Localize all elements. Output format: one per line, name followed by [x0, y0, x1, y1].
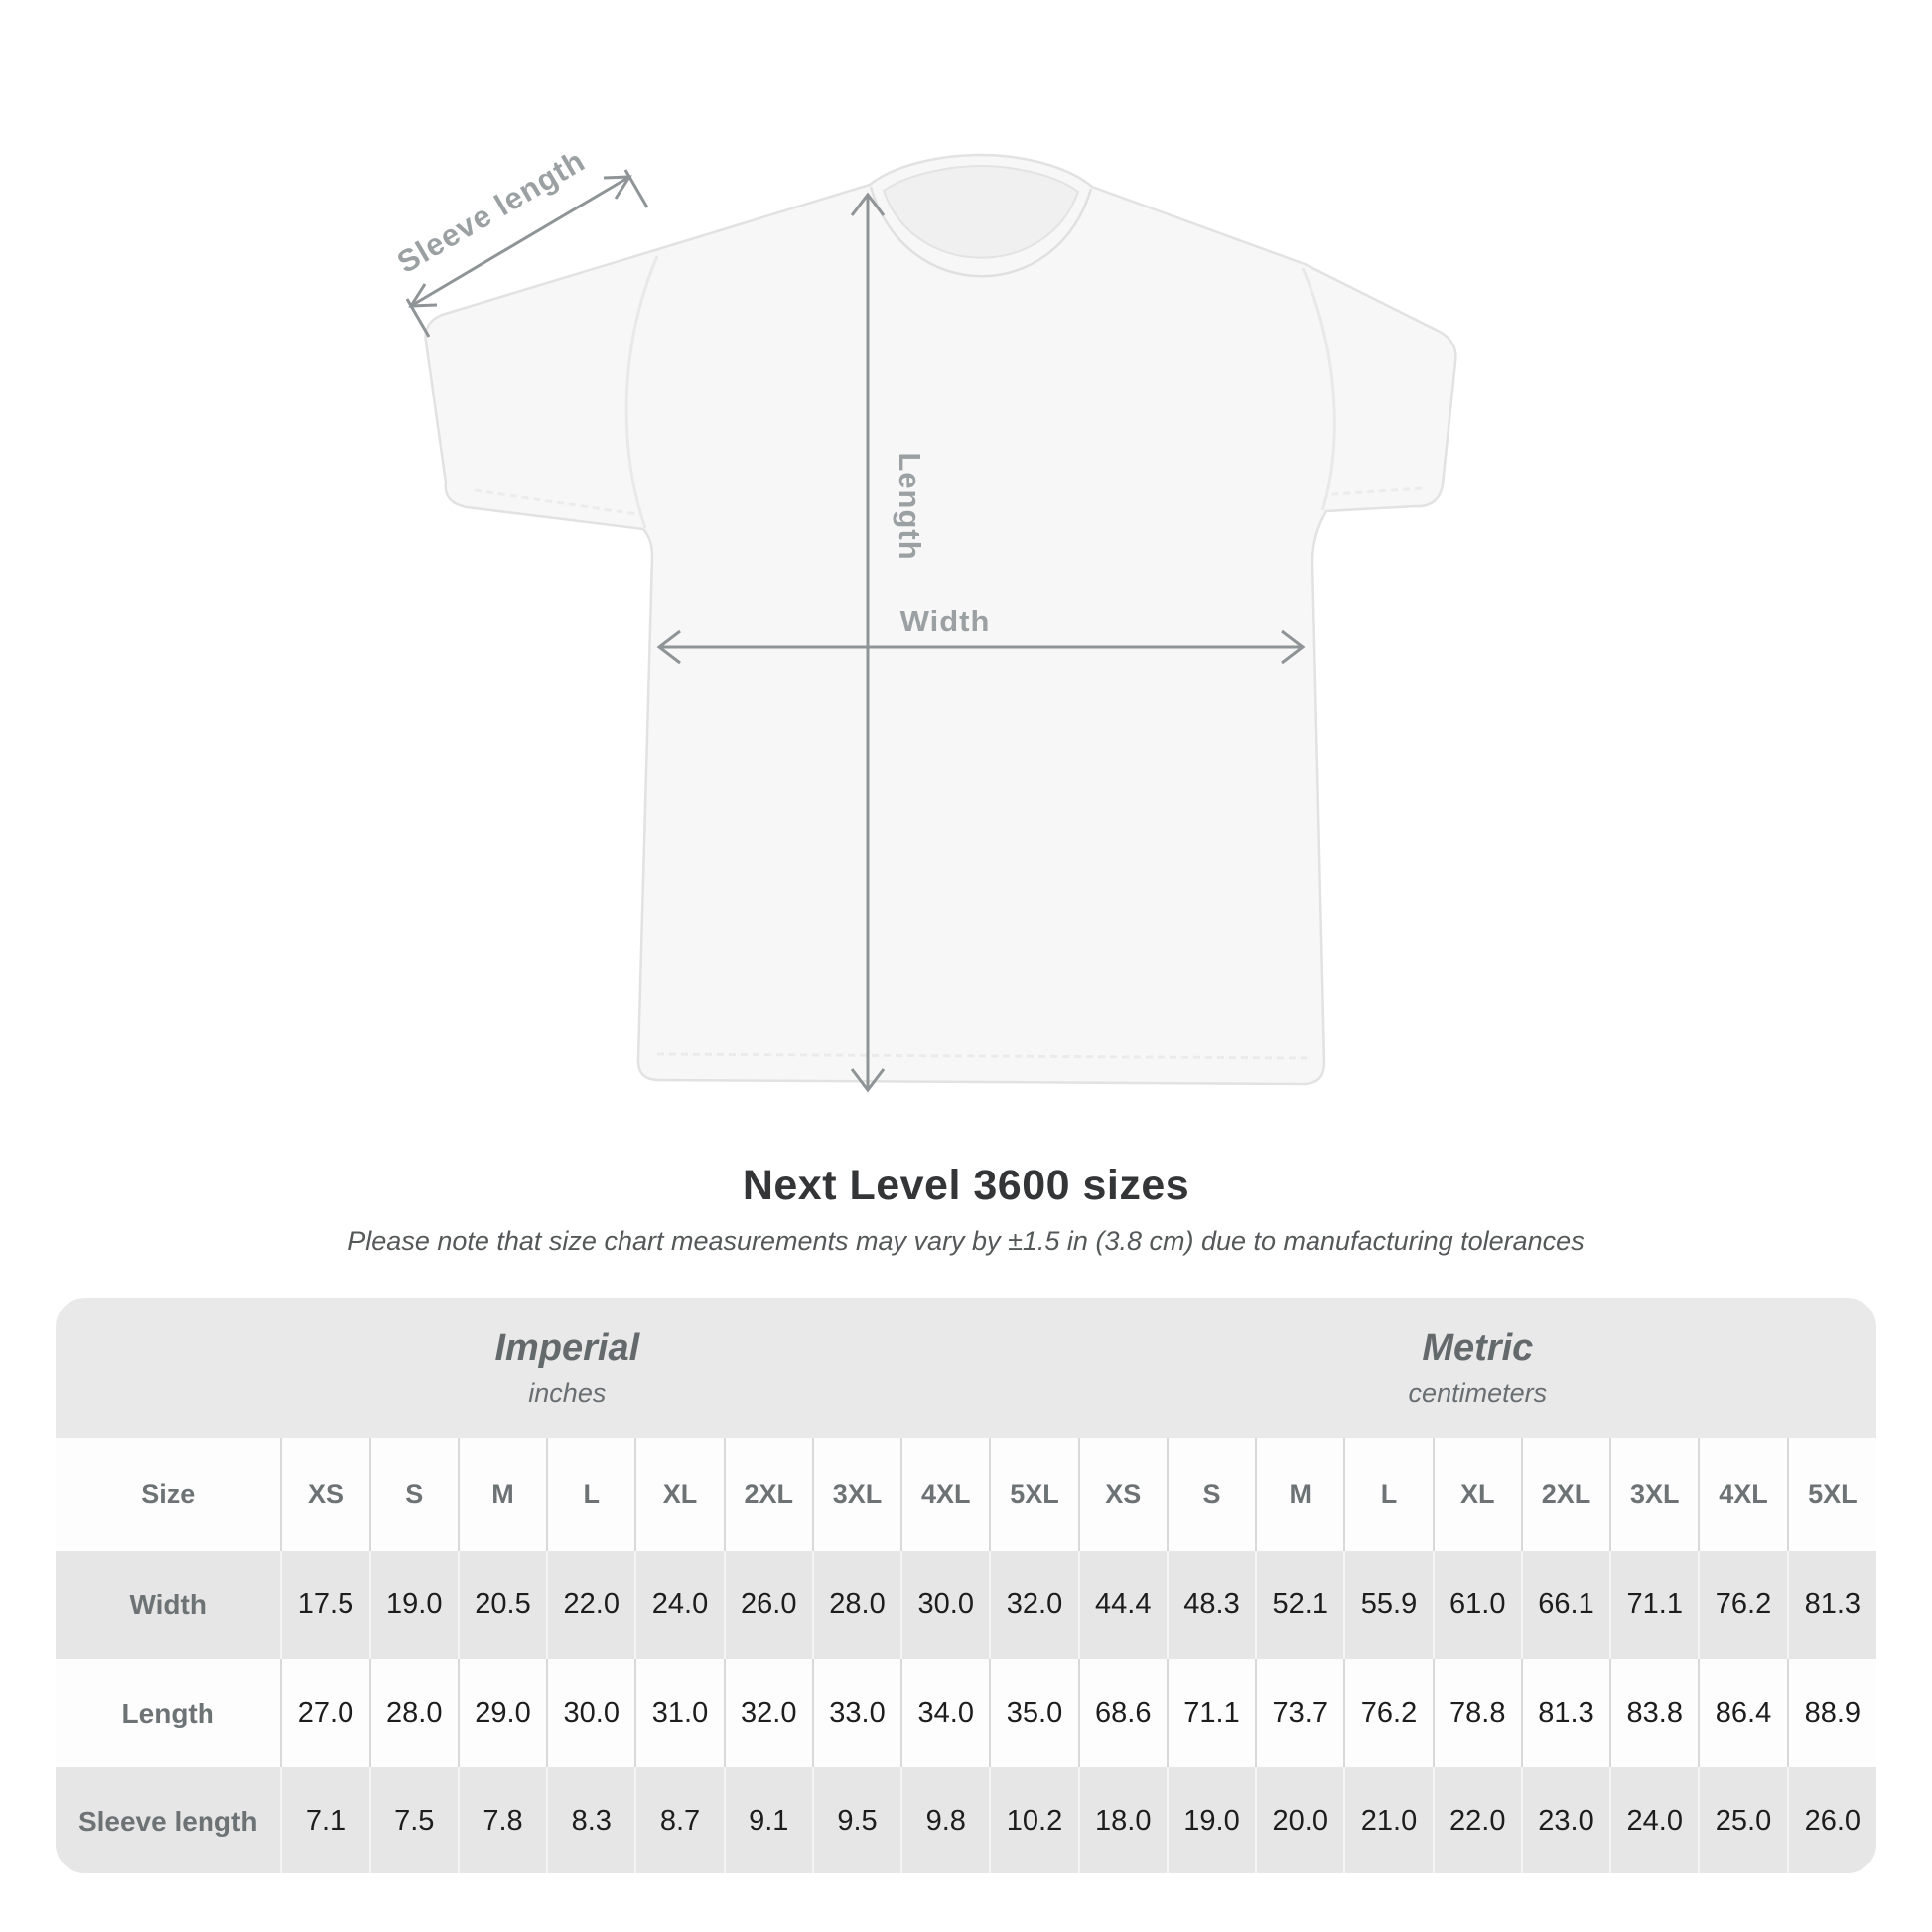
size-header-cell: M: [1256, 1438, 1344, 1551]
row-label-length: Length: [121, 1697, 214, 1728]
sleeve-length-label: Sleeve length: [391, 142, 592, 281]
measurement-cell: 28.0: [813, 1551, 901, 1659]
length-label: Length: [893, 452, 927, 561]
measurement-cell: 29.0: [459, 1659, 547, 1767]
size-header-cell: 3XL: [1610, 1438, 1699, 1551]
measurement-cell: 83.8: [1610, 1659, 1699, 1767]
measurement-cell: 26.0: [1788, 1767, 1876, 1873]
measurement-cell: 8.7: [635, 1767, 724, 1873]
imperial-label: Imperial: [494, 1326, 640, 1369]
measurement-cell: 31.0: [635, 1659, 724, 1767]
measurement-cell: 76.2: [1699, 1551, 1787, 1659]
measurement-cell: 24.0: [635, 1551, 724, 1659]
size-column-header: Size: [141, 1478, 196, 1509]
measurement-cell: 55.9: [1344, 1551, 1433, 1659]
measurement-cell: 7.5: [370, 1767, 459, 1873]
row-label-width: Width: [129, 1588, 207, 1620]
size-table-panel: [56, 1298, 1876, 1873]
measurement-cell: 78.8: [1434, 1659, 1522, 1767]
measurement-cell: 88.9: [1788, 1659, 1876, 1767]
measurement-cell: 10.2: [990, 1767, 1078, 1873]
size-header-cell: 5XL: [990, 1438, 1078, 1551]
measurement-cell: 35.0: [990, 1659, 1078, 1767]
measurement-cell: 71.1: [1168, 1659, 1256, 1767]
size-header-cell: S: [1168, 1438, 1256, 1551]
measurement-cell: 76.2: [1344, 1659, 1433, 1767]
measurement-cell: 7.8: [459, 1767, 547, 1873]
measurement-cell: 61.0: [1434, 1551, 1522, 1659]
size-header-cell: XS: [281, 1438, 369, 1551]
tolerance-note: Please note that size chart measurements may vary by ±1.5 in (3.8 cm) due to manufacturing tolerances: [347, 1226, 1585, 1256]
size-header-cell: 2XL: [1522, 1438, 1610, 1551]
size-header-cell: 5XL: [1788, 1438, 1876, 1551]
size-header-cell: 2XL: [725, 1438, 813, 1551]
unit-header-row: [56, 1298, 1876, 1438]
imperial-unit-label: inches: [528, 1377, 607, 1408]
measurement-cell: 25.0: [1699, 1767, 1787, 1873]
measurement-cell: 33.0: [813, 1659, 901, 1767]
measurement-cell: 17.5: [281, 1551, 369, 1659]
measurement-cell: 86.4: [1699, 1659, 1787, 1767]
length-row: [56, 1659, 1876, 1767]
measurement-cell: 66.1: [1522, 1551, 1610, 1659]
title-block: [0, 1162, 1932, 1257]
measurement-cell: 30.0: [547, 1659, 635, 1767]
size-header-row: [56, 1438, 1876, 1551]
measurement-cell: 8.3: [547, 1767, 635, 1873]
measurement-cell: 9.1: [725, 1767, 813, 1873]
measurement-cell: 48.3: [1168, 1551, 1256, 1659]
measurement-cell: 22.0: [1434, 1767, 1522, 1873]
size-header-cell: XS: [1079, 1438, 1168, 1551]
page-title: Next Level 3600 sizes: [742, 1162, 1190, 1209]
size-header-cell: XL: [1434, 1438, 1522, 1551]
measurement-cell: 34.0: [901, 1659, 990, 1767]
imperial-header-cell: [56, 1298, 1079, 1438]
measurement-cell: 9.8: [901, 1767, 990, 1873]
measurement-cell: 20.0: [1256, 1767, 1344, 1873]
measurement-cell: 22.0: [547, 1551, 635, 1659]
measurement-cell: 24.0: [1610, 1767, 1699, 1873]
measurement-cell: 26.0: [725, 1551, 813, 1659]
width-row: [56, 1551, 1876, 1659]
size-table: [56, 1298, 1876, 1873]
size-header-cell: 4XL: [901, 1438, 990, 1551]
size-header-cell: 4XL: [1699, 1438, 1787, 1551]
size-header-cell: L: [547, 1438, 635, 1551]
width-label: Width: [899, 604, 991, 638]
measurement-cell: 27.0: [281, 1659, 369, 1767]
sleeve-length-row: [56, 1767, 1876, 1873]
size-header-cell: S: [370, 1438, 459, 1551]
row-label-sleeve-length: Sleeve length: [77, 1805, 258, 1837]
measurement-cell: 9.5: [813, 1767, 901, 1873]
measurement-cell: 23.0: [1522, 1767, 1610, 1873]
measurement-cell: 73.7: [1256, 1659, 1344, 1767]
measurement-cell: 28.0: [370, 1659, 459, 1767]
measurement-cell: 68.6: [1079, 1659, 1168, 1767]
measurement-cell: 81.3: [1788, 1551, 1876, 1659]
measurement-cell: 21.0: [1344, 1767, 1433, 1873]
metric-unit-label: centimeters: [1408, 1377, 1548, 1408]
size-header-cell: M: [459, 1438, 547, 1551]
size-header-cell: L: [1344, 1438, 1433, 1551]
measurement-cell: 19.0: [370, 1551, 459, 1659]
measurement-cell: 18.0: [1079, 1767, 1168, 1873]
metric-header-cell: [1079, 1298, 1876, 1438]
measurement-cell: 19.0: [1168, 1767, 1256, 1873]
measurement-cell: 52.1: [1256, 1551, 1344, 1659]
measurement-cell: 7.1: [281, 1767, 369, 1873]
measurement-cell: 20.5: [459, 1551, 547, 1659]
measurement-cell: 44.4: [1079, 1551, 1168, 1659]
measurement-cell: 81.3: [1522, 1659, 1610, 1767]
measurement-cell: 32.0: [990, 1551, 1078, 1659]
metric-label: Metric: [1422, 1326, 1534, 1369]
size-header-cell: 3XL: [813, 1438, 901, 1551]
measurement-cell: 71.1: [1610, 1551, 1699, 1659]
size-header-cell: XL: [635, 1438, 724, 1551]
measurement-cell: 32.0: [725, 1659, 813, 1767]
measurement-cell: 30.0: [901, 1551, 990, 1659]
